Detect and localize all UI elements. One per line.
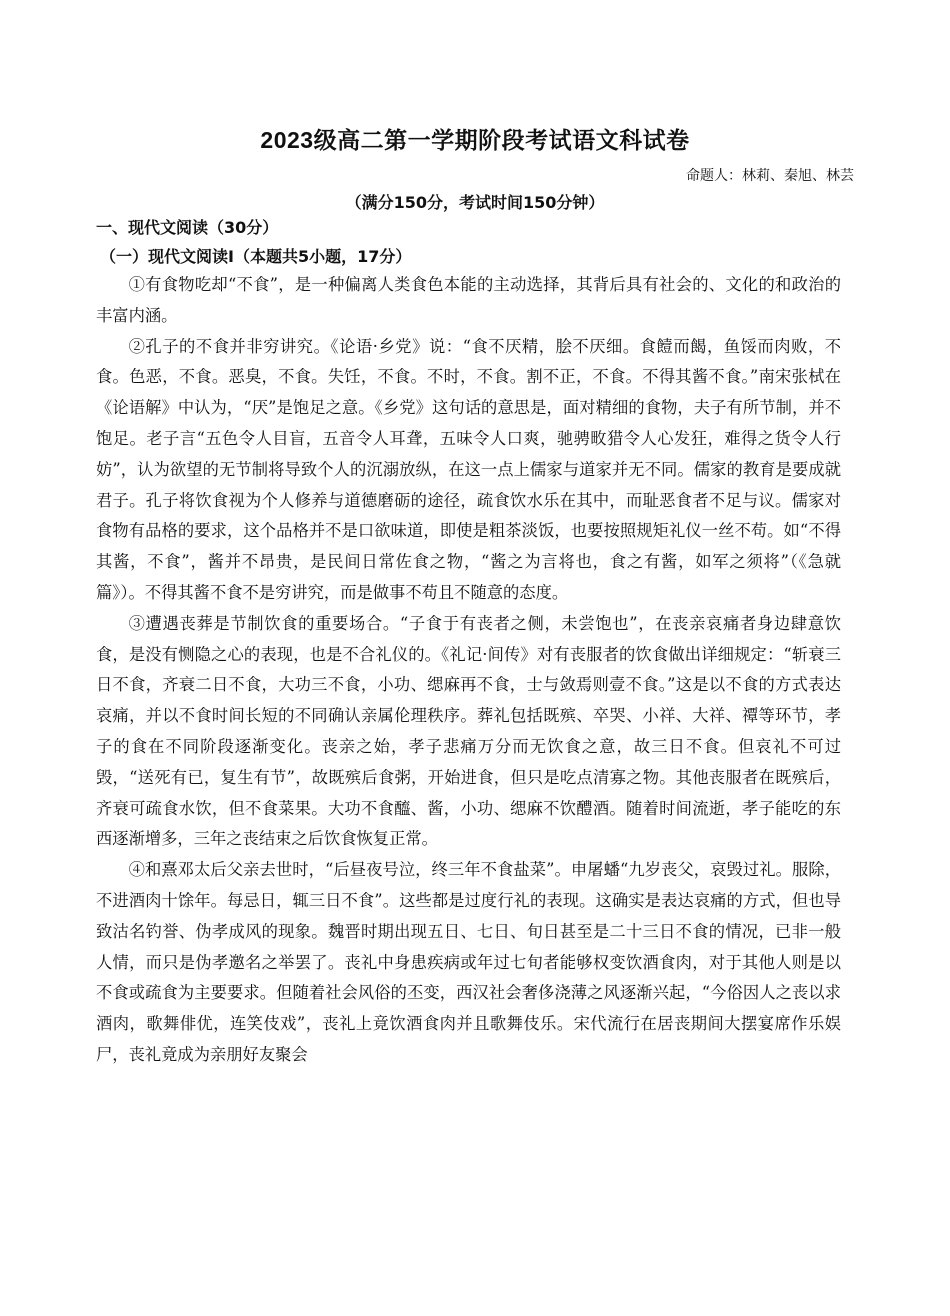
score-info: （满分150分，考试时间150分钟）	[345, 193, 605, 212]
authors-line: 命题人：林莉、秦旭、林芸	[686, 168, 854, 184]
exam-title: 2023级高二第一学期阶段考试语文科试卷	[260, 127, 690, 153]
paragraph-1: ①有食物吃却“不食”，是一种偏离人类食色本能的主动选择，其背后具有社会的、文化的和政治的丰富内涵。	[96, 275, 841, 325]
section-heading: 一、现代文阅读（30分）	[96, 218, 279, 237]
reading-passage	[96, 270, 841, 1071]
paragraph-3: ③遭遇丧葬是节制饮食的重要场合。“子食于有丧者之侧，未尝饱也”，在丧亲哀痛者身边肆意饮食，是没有恻隐之心的表现，也是不合礼仪的。《礼记·间传》对有丧服者的饮食做出详细规定：“斩衰三日不食，齐衰二日不食，大功三不食，小功、缌麻再不食，士与敛焉则壹不食。”这是以不食的方式表达哀痛，并以不食时间长短的不同确认亲属伦理秩序。葬礼包括既殡、卒哭、小祥、大祥、禫等环节，孝子的食在不同阶段逐渐变化。丧亲之始，孝子悲痛万分而无饮食之意，故三日不食。但哀礼不可过毁，“送死有已，复生有节”，故既殡后食粥，开始进食，但只是吃点清寡之物。其他丧服者在既殡后，齐衰可疏食水饮，但不食菜果。大功不食醯、酱，小功、缌麻不饮醴酒。随着时间流逝，孝子能吃的东西逐渐增多，三年之丧结束之后饮食恢复正常。	[96, 613, 841, 849]
paragraph-4: ④和熹邓太后父亲去世时，“后昼夜号泣，终三年不食盐菜”。申屠蟠“九岁丧父，哀毁过礼。服除，不进酒肉十馀年。每忌日，辄三日不食”。这些都是过度行礼的表现。这确实是表达哀痛的方式，但也导致沽名钓誉、伪孝成风的现象。魏晋时期出现五日、七日、旬日甚至是二十三日不食的情况，已非一般人情，而只是伪孝邀名之举罢了。丧礼中身患疾病或年过七旬者能够权变饮酒食肉，对于其他人则是以不食或疏食为主要要求。但随着社会风俗的丕变，西汉社会奢侈浇薄之风逐渐兴起，“今俗因人之丧以求酒肉，歌舞俳优，连笑伎戏”，丧礼上竟饮酒食肉并且歌舞伎乐。宋代流行在居丧期间大摆宴席作乐娱尸，丧礼竟成为亲朋好友聚会	[96, 860, 841, 1064]
subsection-heading: （一）现代文阅读Ⅰ（本题共5小题，17分）	[100, 247, 412, 266]
paragraph-2: ②孔子的不食并非穷讲究。《论语·乡党》说：“食不厌精，脍不厌细。食饐而餲，鱼馁而肉败，不食。色恶，不食。恶臭，不食。失饪，不食。不时，不食。割不正，不食。不得其酱不食。”南宋张栻在《论语解》中认为，“厌”是饱足之意。《乡党》这句话的意思是，面对精细的食物，夫子有所节制，并不饱足。老子言“五色令人目盲，五音令人耳聋，五味令人口爽，驰骋畋猎令人心发狂，难得之货令人行妨”，认为欲望的无节制将导致个人的沉溺放纵，在这一点上儒家与道家并无不同。儒家的教育是要成就君子。孔子将饮食视为个人修养与道德磨砺的途径，疏食饮水乐在其中，而耻恶食者不足与议。儒家对食物有品格的要求，这个品格并不是口欲味道，即使是粗茶淡饭，也要按照规矩礼仪一丝不苟。如“不得其酱，不食”，酱并不昂贵，是民间日常佐食之物，“酱之为言将也，食之有酱，如军之须将”（《急就篇》）。不得其酱不食不是穷讲究，而是做事不苟且不随意的态度。	[96, 336, 841, 602]
